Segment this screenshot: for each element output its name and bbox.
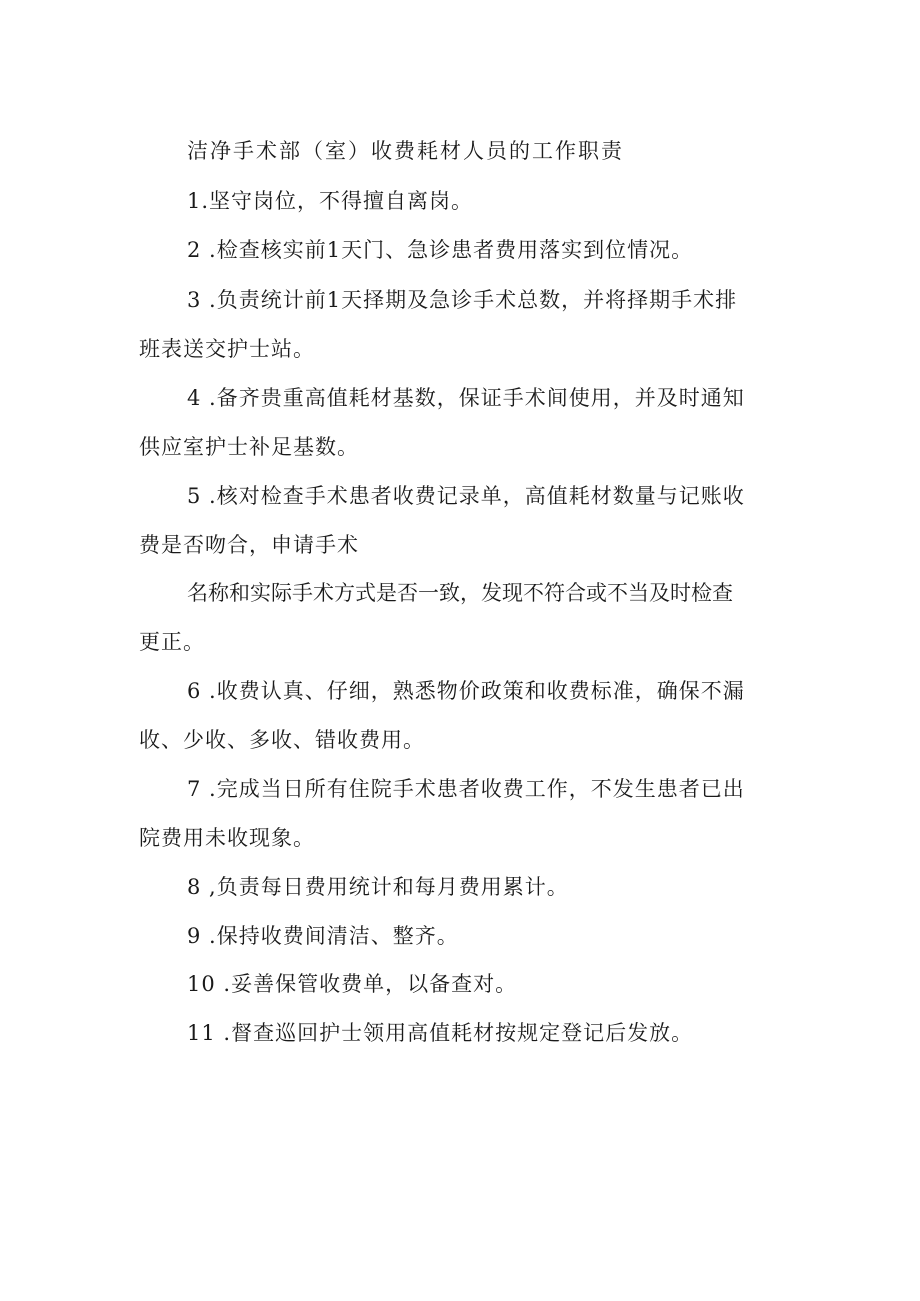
duty-item-5-paragraph: 名称和实际手术方式是否一致，发现不符合或不当及时检查 (187, 581, 733, 605)
duty-item-6: 6 .收费认真、仔细，熟悉物价政策和收费标准，确保不漏 (187, 679, 745, 703)
duty-item-10: 10 .妥善保管收费单，以备查对。 (187, 972, 518, 996)
duty-item-1: 1.坚守岗位，不得擅自离岗。 (187, 189, 474, 213)
duty-item-9: 9 .保持收费间清洁、整齐。 (187, 924, 459, 948)
duty-item-4-continued: 供应室护士补足基数。 (139, 435, 359, 459)
duty-item-8: 8 ,负责每日费用统计和每月费用累计。 (187, 875, 569, 899)
duty-item-5-paragraph-continued: 更正。 (139, 630, 205, 654)
duty-item-3: 3 .负责统计前1天择期及急诊手术总数，并将择期手术排 (187, 288, 738, 312)
duty-item-5: 5 .核对检查手术患者收费记录单，高值耗材数量与记账收 (187, 484, 745, 508)
duty-item-11: 11 .督查巡回护士领用高值耗材按规定登记后发放。 (187, 1021, 694, 1045)
duty-item-7-continued: 院费用未收现象。 (139, 826, 315, 850)
document-title: 洁净手术部（室）收费耗材人员的工作职责 (187, 139, 624, 163)
duty-item-7: 7 .完成当日所有住院手术患者收费工作，不发生患者已出 (187, 777, 745, 801)
duty-item-2: 2 .检查核实前1天门、急诊患者费用落实到位情况。 (187, 238, 694, 262)
duty-item-3-continued: 班表送交护士站。 (139, 337, 315, 361)
duty-item-5-continued: 费是否吻合，申请手术 (139, 533, 359, 557)
duty-item-6-continued: 收、少收、多收、错收费用。 (139, 728, 425, 752)
duty-item-4: 4 .备齐贵重高值耗材基数，保证手术间使用，并及时通知 (187, 386, 745, 410)
